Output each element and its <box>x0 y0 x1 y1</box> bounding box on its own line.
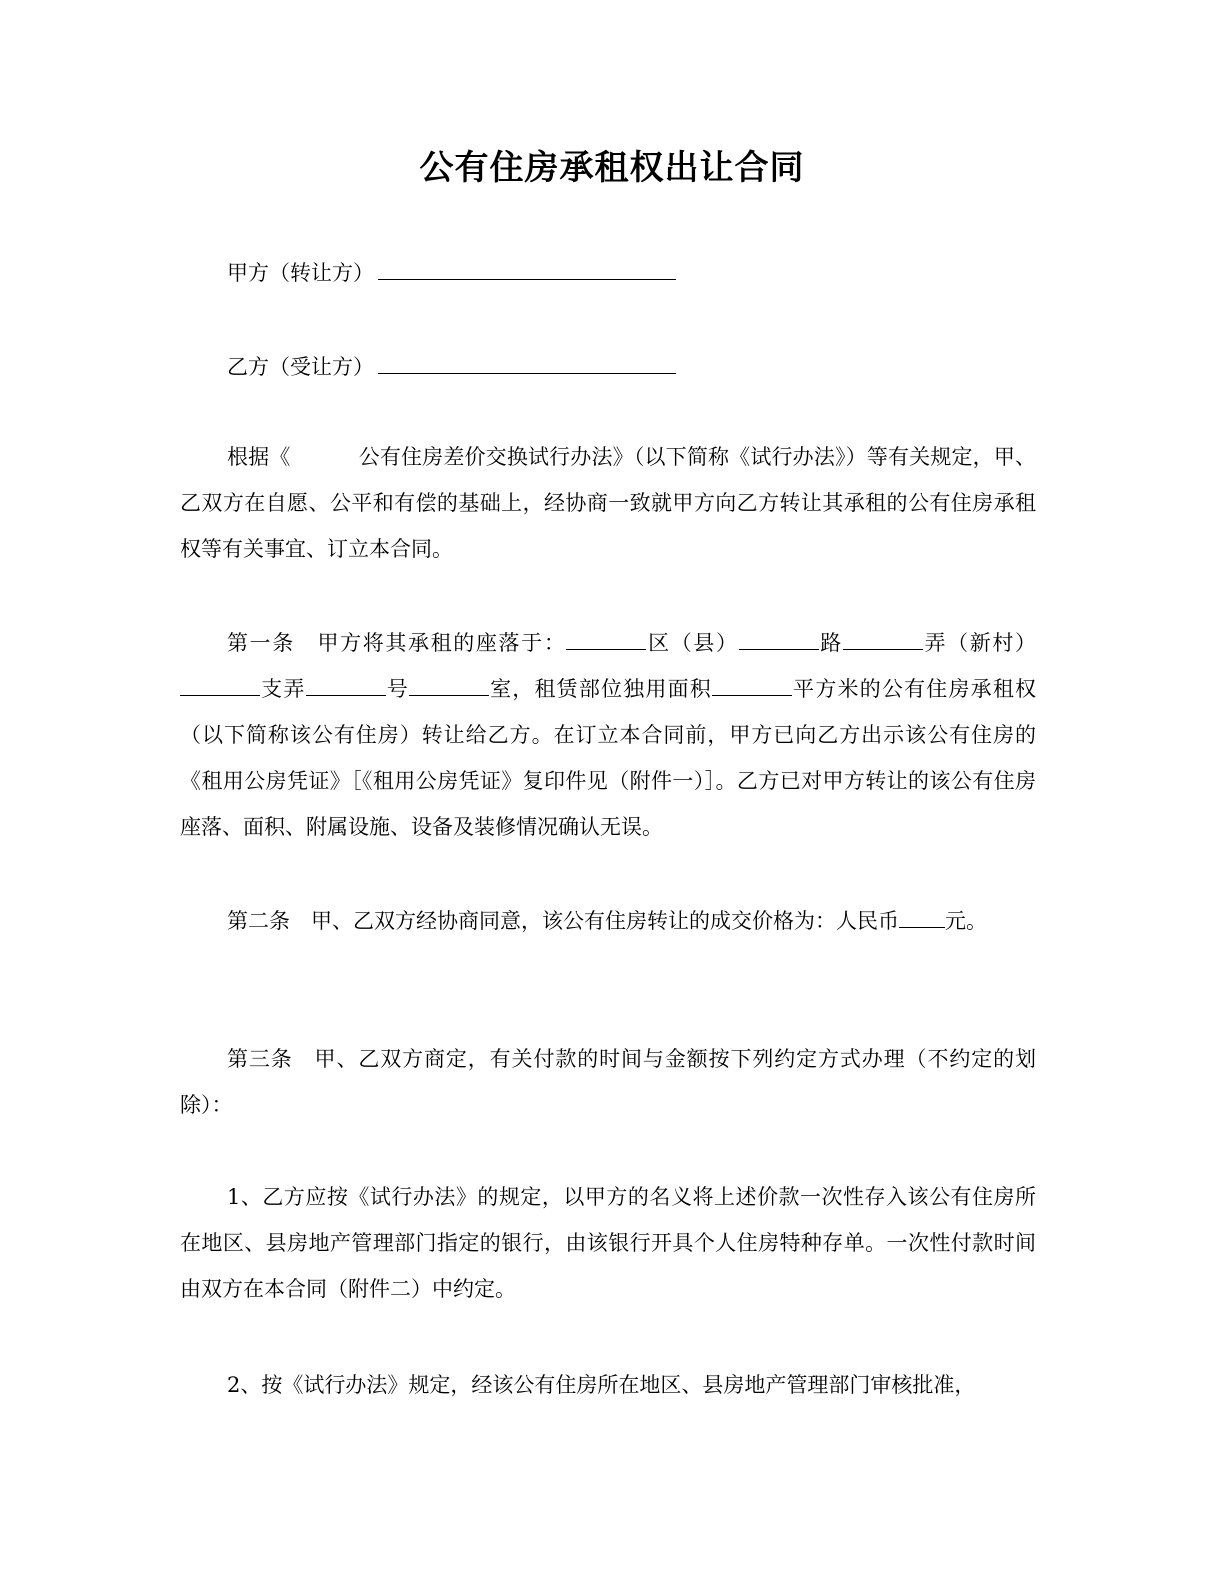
area-blank <box>712 677 792 696</box>
preamble-paragraph <box>180 434 1036 572</box>
article-1-paragraph <box>180 620 1036 850</box>
party-b-label: 乙方（受让方） <box>227 355 374 379</box>
article-1-text-1: 第一条 甲方将其承租的座落于： <box>227 631 567 655</box>
article-1-text-7: 室，租赁部位独用面积 <box>488 677 712 701</box>
party-b-line <box>227 352 676 382</box>
article-2-text-2: 元。 <box>945 909 987 933</box>
article-1-text-4: 弄（新村） <box>922 631 1037 655</box>
article-1-text-8: 平方米的公有住房承租权（以下简称该公有住房）转让给乙方。在订立本合同前，甲方已向乙方出示该公有住房的《租用公房凭证》［《租用公房凭证》复印件见（附件一）］。乙方已对甲方转让的该公有住房座落、面积、附属设施、设备及装修情况确认无误。 <box>180 677 1037 839</box>
article-1-text-5: 支弄 <box>260 677 306 701</box>
article-1-text-6: 号 <box>385 677 409 701</box>
clause-2-paragraph: 2、按《试行办法》规定，经该公有住房所在地区、县房地产管理部门审核批准， <box>227 1373 976 1397</box>
sub-lane-blank <box>180 677 260 696</box>
article-1-text-3: 路 <box>818 631 843 655</box>
preamble-part2: 公有住房差价交换试行办法》（以下简称《试行办法》）等有关规定，甲、乙双方在自愿、公平和有偿的基础上，经协商一致就甲方向乙方转让其承租的公有住房承租权等有关事宜、订立本合同。 <box>180 445 1036 561</box>
article-2-text-1: 第二条 甲、乙双方经协商同意，该公有住房转让的成交价格为：人民币 <box>227 909 899 933</box>
article-3-paragraph: 第三条 甲、乙双方商定，有关付款的时间与金额按下列约定方式办理（不约定的划除）： <box>180 1047 1036 1117</box>
article-2-paragraph <box>180 898 1036 944</box>
number-blank <box>306 677 386 696</box>
party-a-label: 甲方（转让方） <box>227 261 374 285</box>
road-blank <box>739 631 819 650</box>
room-blank <box>409 677 489 696</box>
preamble-part1: 根据《 <box>227 445 291 469</box>
party-a-line <box>227 258 676 288</box>
document-title: 公有住房承租权出让合同 <box>419 148 805 188</box>
price-blank <box>899 909 945 928</box>
clause-1-paragraph: 1、乙方应按《试行办法》的规定，以甲方的名义将上述价款一次性存入该公有住房所在地区、县房地产管理部门指定的银行，由该银行开具个人住房特种存单。一次性付款时间由双方在本合同（附件二）中约定。 <box>180 1185 1036 1301</box>
district-blank <box>566 631 646 650</box>
article-1-text-2: 区（县） <box>646 631 739 655</box>
party-a-blank <box>378 259 676 280</box>
party-b-blank <box>378 353 676 374</box>
lane-blank <box>843 631 923 650</box>
